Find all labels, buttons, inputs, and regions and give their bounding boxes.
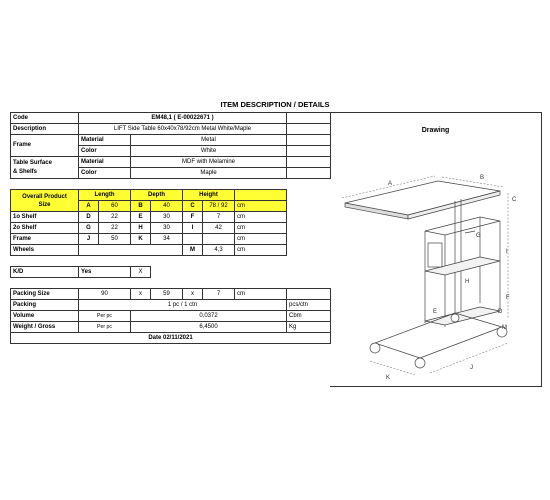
wheels-row: Wheels M 4,3 cm [11,245,331,256]
volume-row: Volume Per pc 0,0372 Cbm [11,311,331,322]
overall-unit: cm [235,201,287,212]
shelf1-label: 1o Shelf [11,212,79,223]
date-row [11,333,331,344]
description-label: Description [11,124,79,135]
wheels-label: Wheels [11,245,79,256]
frame-dims-label: Frame [11,234,79,245]
frame-material-label: Material [79,135,131,146]
kd-yes: Yes [79,267,131,278]
drawing-letter-f: F [506,295,510,301]
packing-label: Packing [11,300,79,311]
shelf2-label: 2o Shelf [11,223,79,234]
drawing-letter-g: G [476,233,481,239]
drawing-letter-d: D [498,309,503,315]
document-date: Date 02/11/2021 [11,333,331,344]
drawing-panel [330,112,542,387]
drawing-letter-h: H [465,279,470,285]
drawing-letter-e: E [433,309,438,315]
surface-color-label: Color [79,168,131,179]
code-row [11,113,331,124]
length-header: Length [79,190,131,201]
frame-material-row [11,135,331,146]
kd-label: K/D [11,267,79,278]
weight-unit: Kg [287,322,331,333]
volume-label: Volume [11,311,79,322]
volume-value: 0,0372 [131,311,287,322]
surface-material-label: Material [79,157,131,168]
surface-label: Table Surface & Shelfs [11,157,79,179]
frame-color-value: White [131,146,287,157]
drawing-letter-b: B [480,175,485,181]
drawing-letter-k: K [386,375,391,381]
spec-table [10,112,331,344]
drawing-letter-j: J [470,365,473,371]
kd-row [11,267,331,278]
document-title: ITEM DESCRIPTION / DETAILS [220,100,330,109]
drawing-letter-a: A [388,181,393,187]
frame-material-value: Metal [131,135,287,146]
frame-dims-row: Frame J 50 K 34 cm [11,234,331,245]
overall-c-letter: C [183,201,203,212]
packing-value: 1 pc / 1 ctn [79,300,287,311]
code-label: Code [11,113,79,124]
packing-size-label: Packing Size [11,289,79,300]
frame-label: Frame [11,135,79,157]
overall-a-letter: A [79,201,99,212]
description-row [11,124,331,135]
packing-unit: pcs/ctn [287,300,331,311]
drawing-letter-c: C [512,197,517,203]
weight-label: Weight / Gross [11,322,79,333]
kd-x: X [131,267,151,278]
code-value: EM48,1 ( E-00022671 ) [79,113,287,124]
surface-color-value: Maple [131,168,287,179]
shelf1-row: 1o Shelf D 22 E 30 F 7 cm [11,212,331,223]
height-header: Height [183,190,235,201]
product-drawing [330,143,542,383]
frame-color-label: Color [79,146,131,157]
weight-value: 6,4500 [131,322,287,333]
drawing-letter-i: I [506,249,508,255]
shelf2-row: 2o Shelf G 22 H 30 I 42 cm [11,223,331,234]
drawing-letter-m: M [502,325,507,331]
weight-row: Weight / Gross Per pc 6,4500 Kg [11,322,331,333]
overall-b-letter: B [131,201,151,212]
drawing-title: Drawing [421,127,450,134]
depth-header: Depth [131,190,183,201]
description-value: LIFT Side Table 60x40x78/92cm Metal White/Maple [79,124,287,135]
volume-unit: Cbm [287,311,331,322]
surface-material-value: MDF with Melamine [131,157,287,168]
dims-header-row [11,190,331,201]
overall-a-value: 60 [99,201,131,212]
overall-b-value: 40 [151,201,183,212]
packing-size-row: Packing Size 90 x 59 x 7 cm [11,289,331,300]
overall-c-value: 78 / 92 [203,201,235,212]
surface-material-row [11,157,331,168]
overall-size-label: Overall Product Size [11,190,79,212]
packing-row [11,300,331,311]
